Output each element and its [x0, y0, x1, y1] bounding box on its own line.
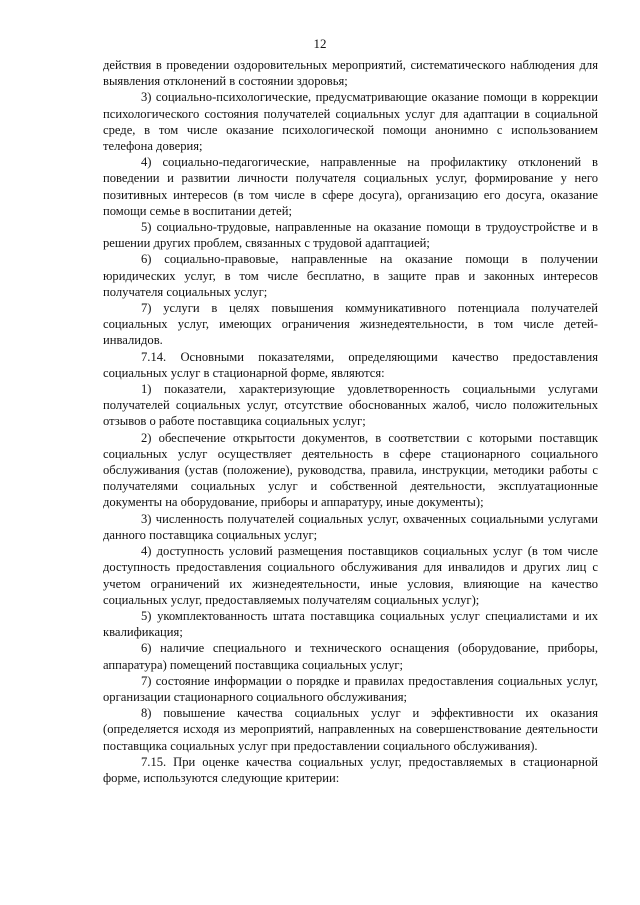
paragraph: 8) повышение качества социальных услуг и эффективности их оказания (определяется исходя из мероприятий, направленных на совершенствование деятельности поставщика социальных услуг при предоставлении социального обслуживания). — [103, 706, 598, 753]
paragraph: 5) социально-трудовые, направленные на оказание помощи в трудоустройстве и в решении других проблем, связанных с трудовой адаптацией; — [103, 220, 598, 251]
paragraph: 6) наличие специального и технического оснащения (оборудование, приборы, аппаратура) помещений поставщика социальных услуг; — [103, 641, 598, 672]
paragraph: 7) услуги в целях повышения коммуникативного потенциала получателей социальных услуг, имеющих ограничения жизнедеятельности, в том числе детей-инвалидов. — [103, 301, 598, 348]
paragraph: действия в проведении оздоровительных мероприятий, систематического наблюдения для выявления отклонений в состоянии здоровья; — [103, 58, 598, 89]
page-number: 12 — [313, 36, 327, 51]
paragraph: 3) численность получателей социальных услуг, охваченных социальными услугами данного поставщика социальных услуг; — [103, 511, 598, 542]
paragraph: 6) социально-правовые, направленные на оказание помощи в получении юридических услуг, в том числе бесплатно, в защите прав и законных интересов получателя социальных услуг; — [103, 252, 598, 299]
paragraph: 5) укомплектованность штата поставщика социальных услуг специалистами и их квалификация; — [103, 608, 598, 640]
paragraph: 4) доступность условий размещения поставщиков социальных услуг (в том числе доступность предоставления социального обслуживания для инвалидов и других лиц с учетом ограничений их жизнедеятельности, иные условия, влияющие на качество социальных услуг, предоставляемых получателям социальных услуг); — [103, 544, 598, 607]
paragraph: 2) обеспечение открытости документов, в соответствии с которыми поставщик социальных услуг осуществляет деятельность в сфере стационарного социального обслуживания (устав (положение), руководства, правила, инструкции, методики работы с получателями социальных услуг и собственной деятельности, эксплуатационные документы на оборудование, приборы и аппаратуру, иные документы); — [103, 430, 598, 510]
paragraph: 4) социально-педагогические, направленные на профилактику отклонений в поведении и развитии личности получателя социальных услуг, формирование у него позитивных интересов (в том числе в сфере досуга), организацию его досуга, оказание помощи семье в воспитании детей; — [103, 155, 598, 218]
section-7-15-paragraph: 7.15. При оценке качества социальных услуг, предоставляемых в стационарной форме, используются следующие критерии: — [103, 754, 598, 785]
paragraph: 3) социально-психологические, предусматривающие оказание помощи в коррекции психологического состояния получателей социальных услуг для адаптации в социальной среде, в том числе оказание психологической помощи анонимно с использованием телефона доверия; — [103, 90, 598, 154]
paragraph: 1) показатели, характеризующие удовлетворенность социальными услугами получателей социальных услуг, отсутствие обоснованных жалоб, число положительных отзывов о работе поставщика социальных услуг; — [103, 382, 598, 429]
section-7-14-paragraph: 7.14. Основными показателями, определяющими качество предоставления социальных услуг в стационарной форме, являются: — [103, 349, 598, 380]
paragraph: 7) состояние информации о порядке и правилах предоставления социальных услуг, организации стационарного социального обслуживания; — [103, 673, 598, 704]
document-body — [103, 57, 598, 786]
